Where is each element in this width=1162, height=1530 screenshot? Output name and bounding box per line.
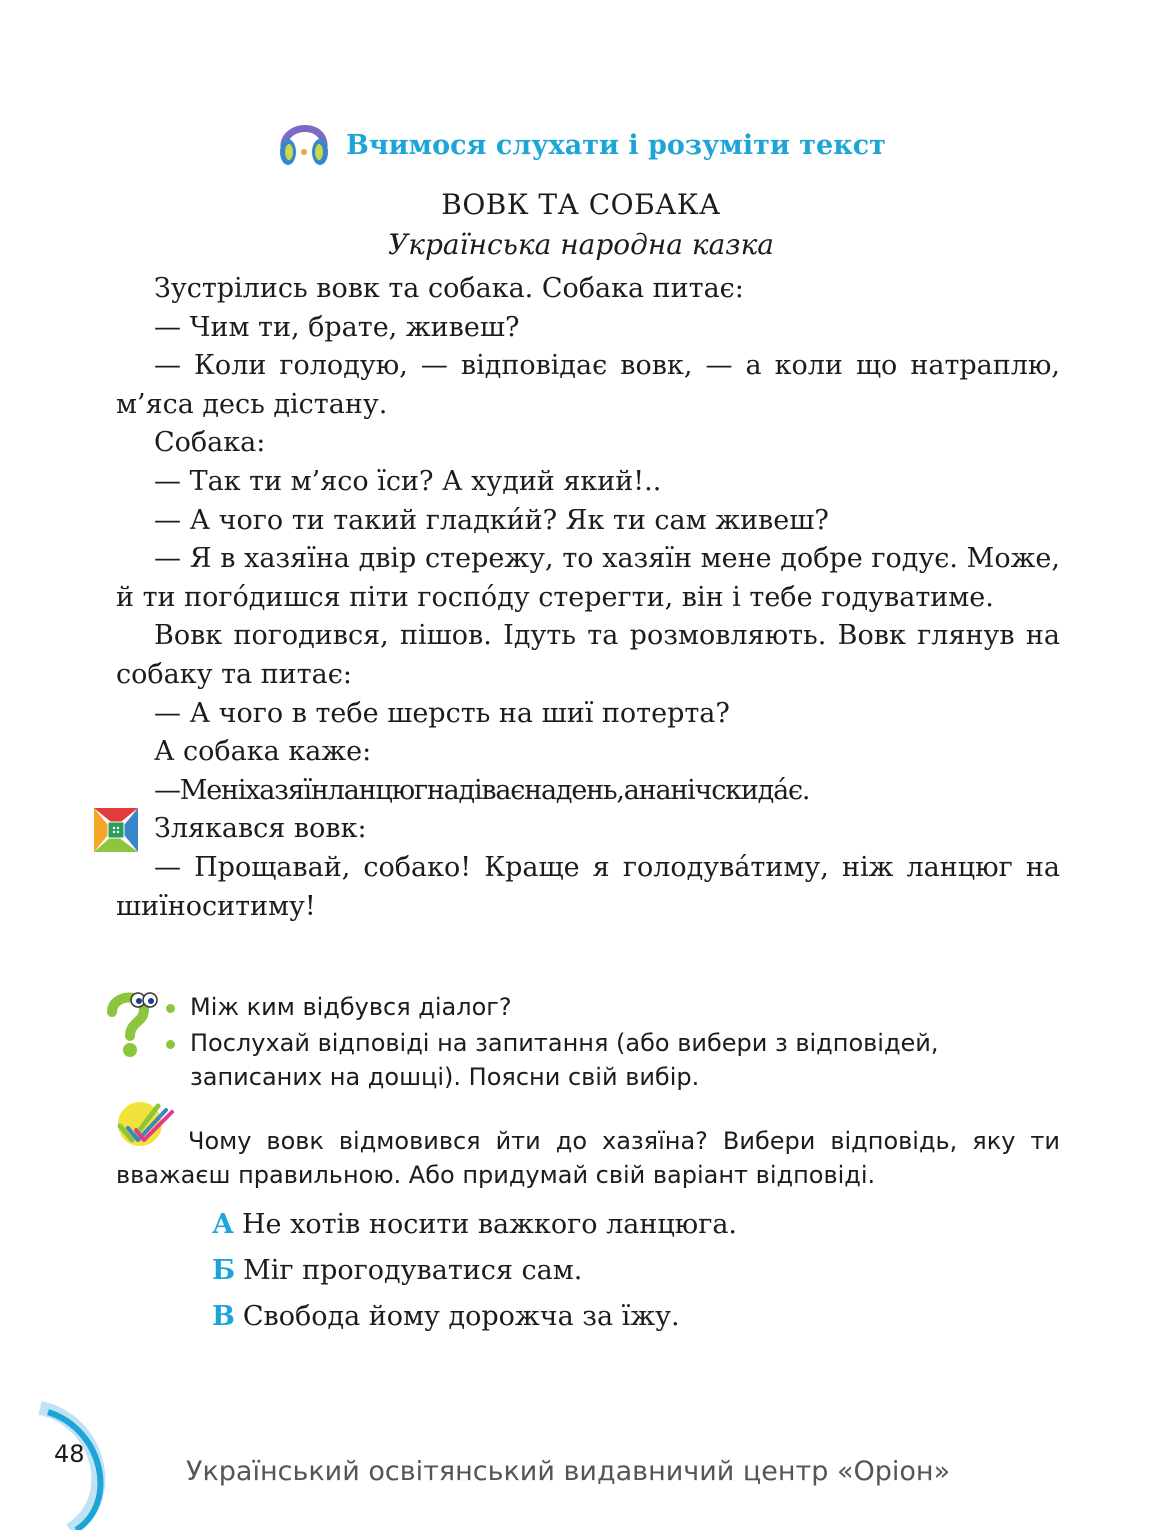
story-subtitle: Українська народна казка xyxy=(387,228,774,261)
story-paragraph: — Так ти м’ясо їси? А худий який!.. xyxy=(154,465,662,497)
story-paragraph: Зустрілись вовк та собака. Собака питає: xyxy=(154,273,744,304)
story-paragraph: — А чого в тебе шерсть на шиї потерта? xyxy=(154,697,730,729)
answer-options xyxy=(212,1202,1012,1340)
answer-option-b: Б Міг прогодуватися сам. xyxy=(212,1255,583,1286)
story-paragraph: — Чим ти, брате, живеш? xyxy=(154,311,520,343)
story-title: ВОВК ТА СОБАКА xyxy=(441,188,721,221)
bullet-icon xyxy=(166,1040,175,1049)
puzzle-icon xyxy=(94,808,138,852)
story-paragraph: — Прощавай, собако! Краще я голодува́тиму, ніж ланцюг на шиїноситиму! xyxy=(116,851,1060,922)
story-paragraph: — Я в хазяїна двір стережу, то хазяїн мене добре годує. Може, й ти пого́дишся піти госпо́ду стерегти, він і тебе годуватиме. xyxy=(116,543,1060,613)
headphones-icon xyxy=(276,112,332,172)
answer-option-a: А Не хотів носити важкого ланцюга. xyxy=(212,1209,738,1240)
story-paragraph: Собака: xyxy=(154,427,266,459)
page-number: 48 xyxy=(54,1440,85,1468)
puzzle-sentence: —Меніхазяїнланцюгнадіваєнадень,ананічскида́є. xyxy=(154,774,810,806)
story-text xyxy=(116,270,1060,926)
story-paragraph: — Коли голодую, — відповідає вовк, — а коли що натраплю, м’яса десь дістану. xyxy=(116,350,1060,420)
section-header xyxy=(276,112,896,174)
answer-option-c: В Свобода йому дорожча за їжу. xyxy=(212,1301,680,1332)
publisher-footer: Український освітянський видавничий центр «Оріон» xyxy=(186,1456,951,1487)
questions-list xyxy=(164,990,1060,1096)
question-mark-icon xyxy=(104,990,162,1058)
question-item: Послухай відповіді на запитання (або вибери з відповідей, записаних на дошці). Поясни свій вибір. xyxy=(164,1026,1060,1094)
bullet-icon xyxy=(166,1004,175,1013)
story-paragraph: Злякався вовк: xyxy=(154,813,367,845)
question-item: Між ким відбувся діалог? xyxy=(164,990,1060,1024)
section-title: Вчимося слухати і розуміти текст xyxy=(346,130,886,161)
task-text: Чому вовк відмовився йти до хазяїна? Вибери відповідь, яку ти вважаєш правильною. Або придумай свій варіант відповіді. xyxy=(116,1127,1060,1189)
story-paragraph: — А чого ти такий гладки́й? Як ти сам живеш? xyxy=(154,504,829,536)
story-paragraph: А собака каже: xyxy=(154,736,372,768)
story-paragraph: Вовк погодився, пішов. Ідуть та розмовляють. Вовк глянув на собаку та питає: xyxy=(116,620,1060,690)
